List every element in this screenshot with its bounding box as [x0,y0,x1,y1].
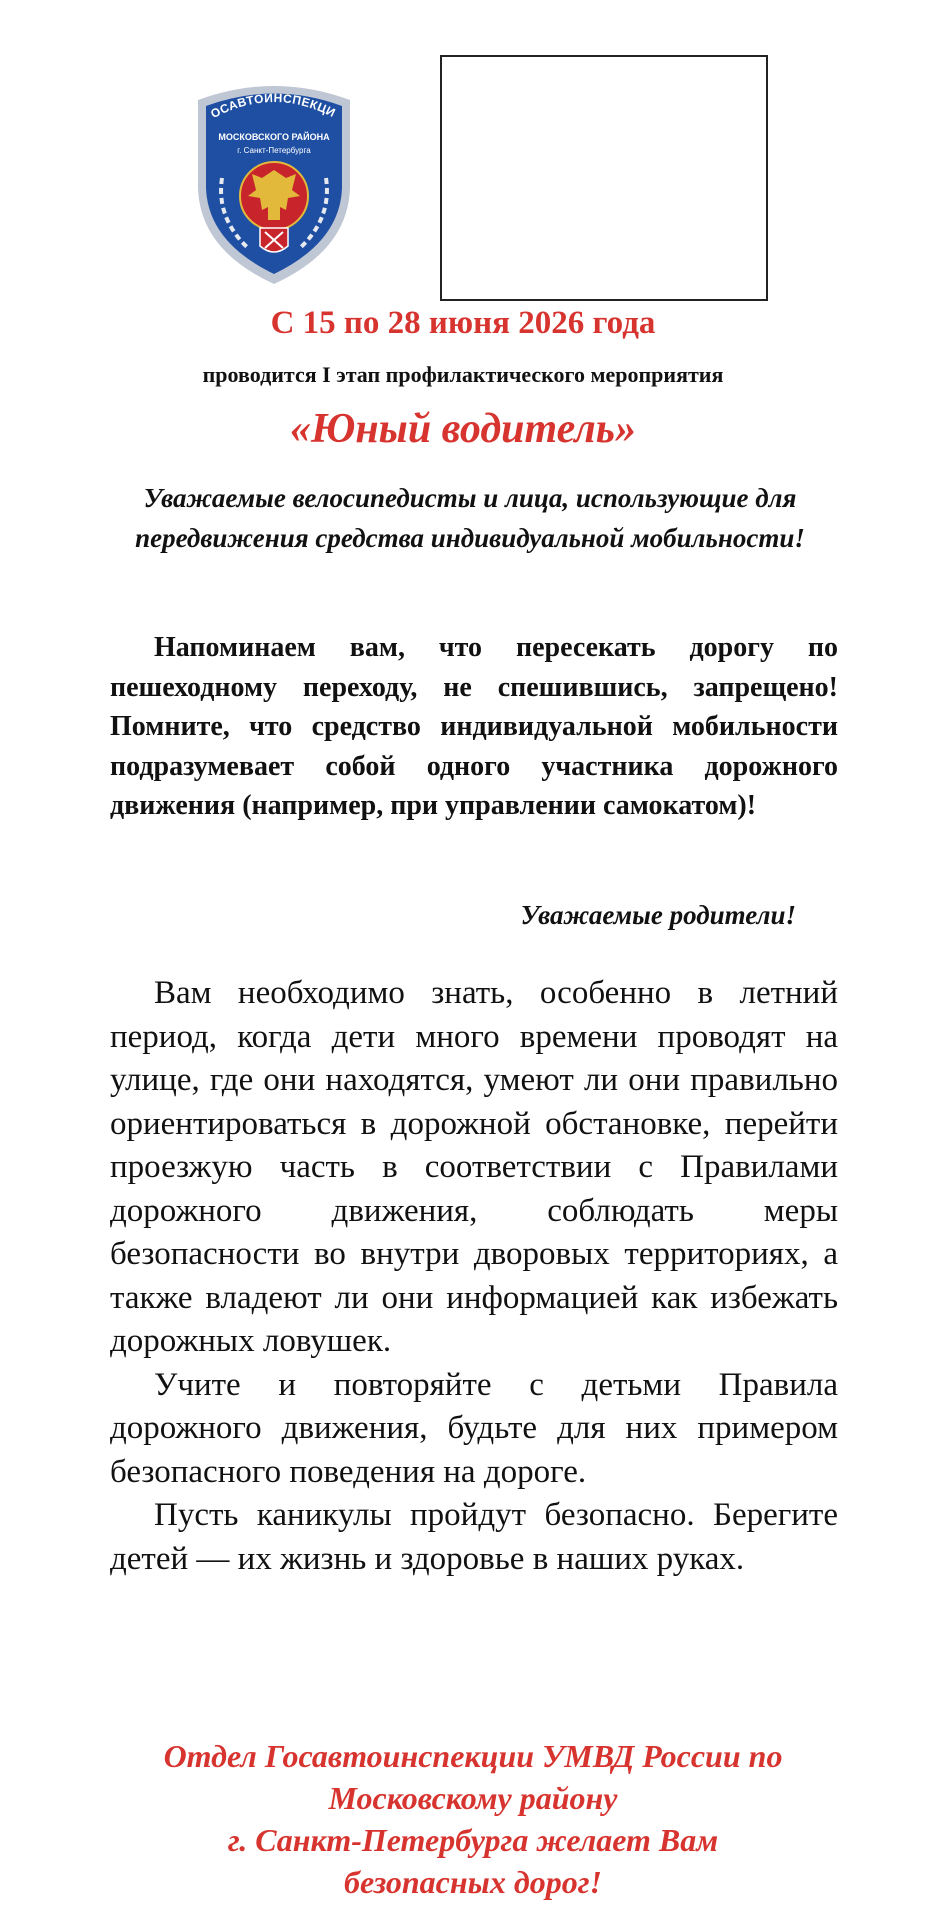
event-title: «Юный водитель» [290,406,636,452]
gai-emblem [188,78,360,288]
photo-placeholder [440,55,768,301]
footer-signature [100,1735,846,1903]
event-dates: С 15 по 28 июня 2026 года [270,305,656,341]
emblem-district-text: МОСКОВСКОГО РАЙОНА [218,132,330,142]
footer-line-4: безопасных дорог! [344,1864,602,1900]
body-paragraph-2: Учите и повторяйте с детьми Правила дорожного движения, будьте для них примером безопасного поведения на дороге. [110,1366,838,1490]
address-parents: Уважаемые родители! [520,900,796,930]
emblem-city-text: г. Санкт-Петербурга [237,146,311,155]
footer-line-3: г. Санкт-Петербурга желает Вам [227,1822,719,1858]
event-description: проводится I этап профилактического мероприятия [202,362,724,387]
emblem-arc-text: ОСАВТОИНСПЕКЦИ [208,90,338,122]
address-cyclists: Уважаемые велосипедисты и лица, использующие для передвижения средства индивидуальной мобильности! [135,483,805,553]
body-paragraph-1: Вам необходимо знать, особенно в летний период, когда дети много времени проводят на улице, где они находятся, умеют ли они правильно ориентироваться в дорожной обстановке, перейти проезжую часть в соответствии с Правилами дорожного движения, соблюдать меры безопасности во внутри дворовых территориях, а также владеют ли они информацией как избежать дорожных ловушек. [110,975,838,1359]
footer-line-1: Отдел Госавтоинспекции УМВД России по [163,1738,783,1774]
shield-emblem-icon [188,78,360,288]
footer-line-2: Московскому району [328,1780,618,1816]
warning-paragraph: Напоминаем вам, что пересекать дорогу по пешеходному переходу, не спешившись, запрещено! Помните, что средство индивидуальной мобильности подразумевает собой одного участника дорожного движения (например, при управлении самокатом)! [110,632,838,821]
parents-body [110,972,838,1581]
body-paragraph-3: Пусть каникулы пройдут безопасно. Берегите детей — их жизнь и здоровье в наших руках. [110,1497,838,1577]
